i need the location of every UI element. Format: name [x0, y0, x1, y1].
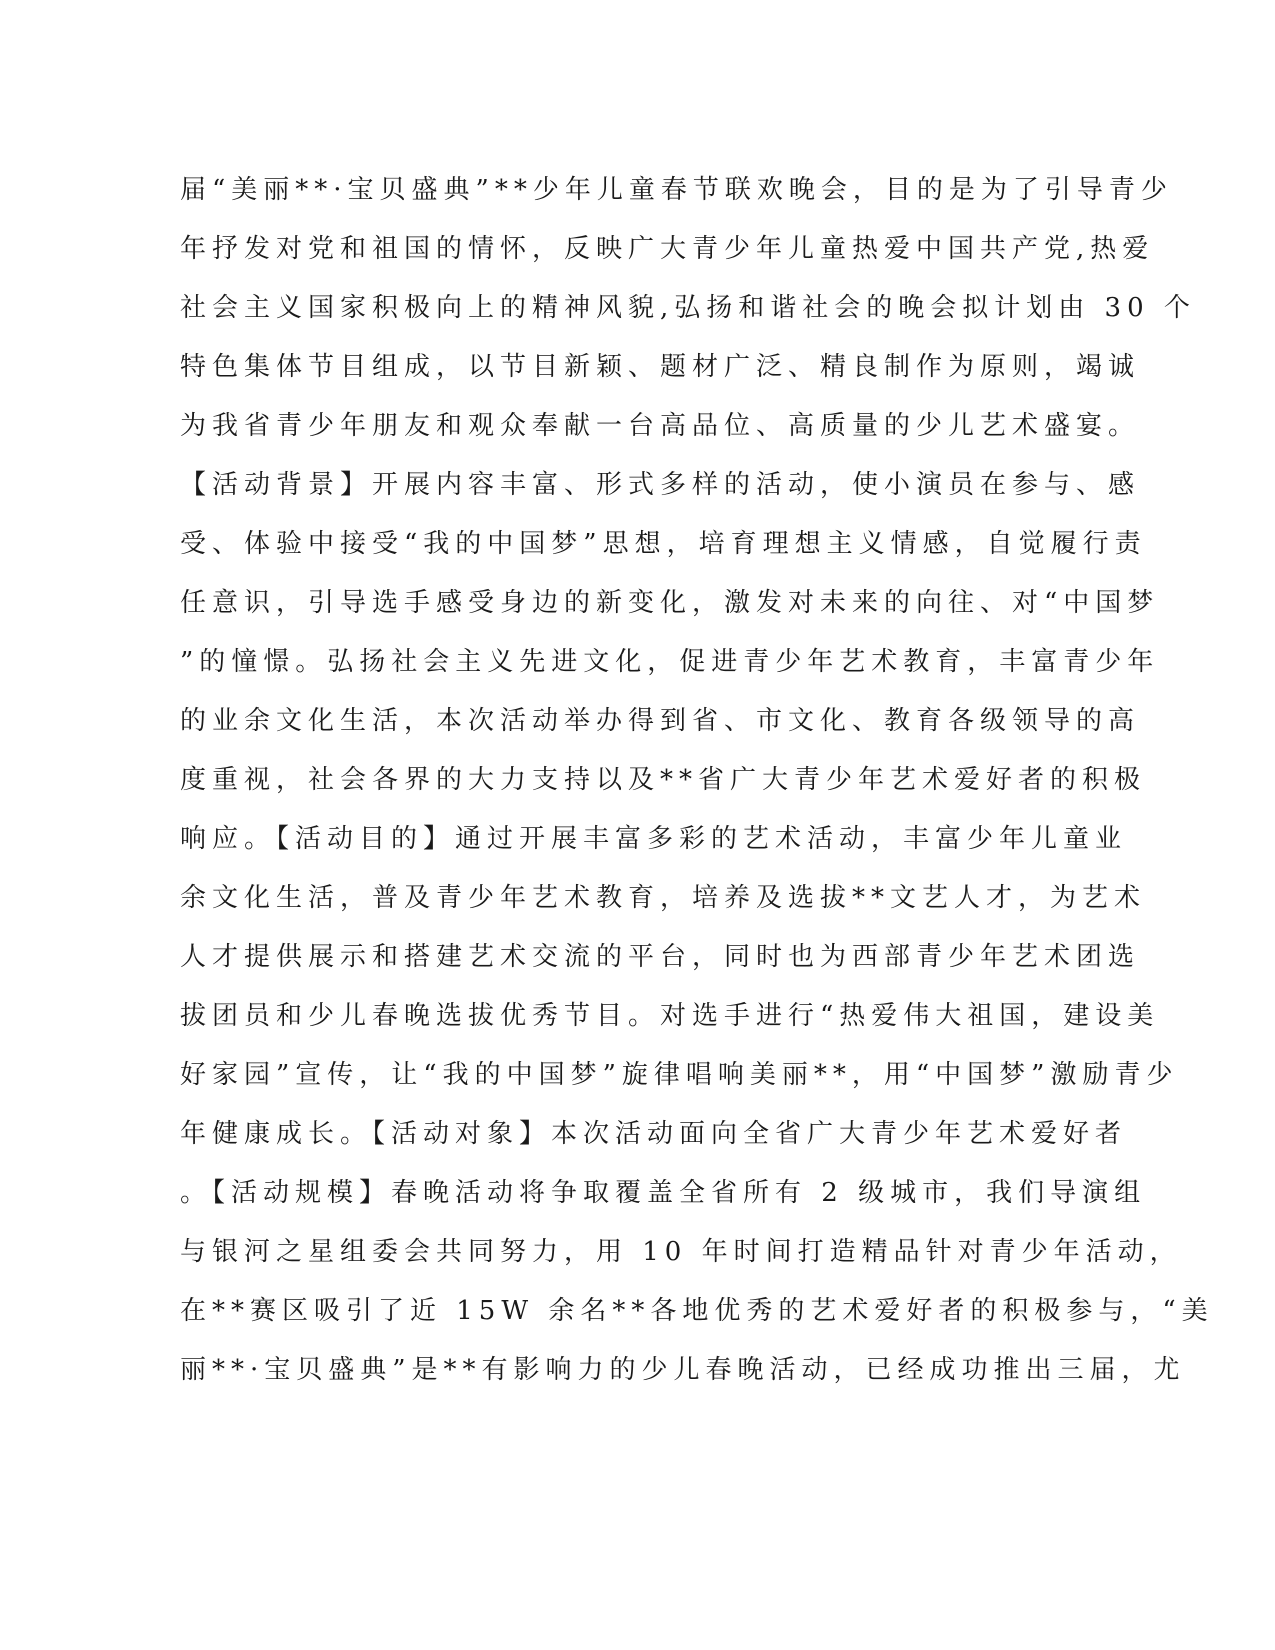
text-line: 拔团员和少儿春晚选拔优秀节目。对选手进行“热爱伟大祖国，建设美 — [180, 1001, 1160, 1031]
text-line: 社会主义国家积极向上的精神风貌,弘扬和谐社会的晚会拟计划由 30 个 — [180, 293, 1196, 323]
text-line: 年抒发对党和祖国的情怀，反映广大青少年儿童热爱中国共产党,热爱 — [180, 234, 1155, 264]
text-line: 与银河之星组委会共同努力，用 10 年时间打造精品针对青少年活动， — [180, 1237, 1182, 1267]
text-line: 届“美丽**·宝贝盛典”**少年儿童春节联欢晚会，目的是为了引导青少 — [180, 175, 1173, 205]
text-line: 人才提供展示和搭建艺术交流的平台，同时也为西部青少年艺术团选 — [180, 942, 1141, 972]
text-line: 的业余文化生活，本次活动举办得到省、市文化、教育各级领导的高 — [180, 706, 1141, 736]
body-text — [180, 161, 1214, 1400]
text-line: 受、体验中接受“我的中国梦”思想，培育理想主义情感，自觉履行责 — [180, 529, 1147, 559]
text-line: 年健康成长。【活动对象】本次活动面向全省广大青少年艺术爱好者 — [180, 1119, 1128, 1149]
text-line: 【活动背景】开展内容丰富、形式多样的活动，使小演员在参与、感 — [180, 470, 1141, 500]
text-line: 特色集体节目组成，以节目新颖、题材广泛、精良制作为原则，竭诚 — [180, 352, 1141, 382]
text-line: 。【活动规模】春晚活动将争取覆盖全省所有 2 级城市，我们导演组 — [180, 1178, 1147, 1208]
text-line: 好家园”宣传，让“我的中国梦”旋律唱响美丽**，用“中国梦”激励青少 — [180, 1060, 1179, 1090]
text-line: 余文化生活，普及青少年艺术教育，培养及选拔**文艺人才，为艺术 — [180, 883, 1147, 913]
text-line: 度重视，社会各界的大力支持以及**省广大青少年艺术爱好者的积极 — [180, 765, 1147, 795]
text-line: 任意识，引导选手感受身边的新变化，激发对未来的向往、对“中国梦 — [180, 588, 1160, 618]
text-line: 在**赛区吸引了近 15W 余名**各地优秀的艺术爱好者的积极参与，“美 — [180, 1296, 1214, 1326]
text-line: ”的憧憬。弘扬社会主义先进文化，促进青少年艺术教育，丰富青少年 — [180, 647, 1160, 677]
text-line: 丽**·宝贝盛典”是**有影响力的少儿春晚活动，已经成功推出三届，尤 — [180, 1355, 1186, 1385]
text-line: 响应。【活动目的】通过开展丰富多彩的艺术活动，丰富少年儿童业 — [180, 824, 1128, 854]
text-line: 为我省青少年朋友和观众奉献一台高品位、高质量的少儿艺术盛宴。 — [180, 411, 1141, 441]
